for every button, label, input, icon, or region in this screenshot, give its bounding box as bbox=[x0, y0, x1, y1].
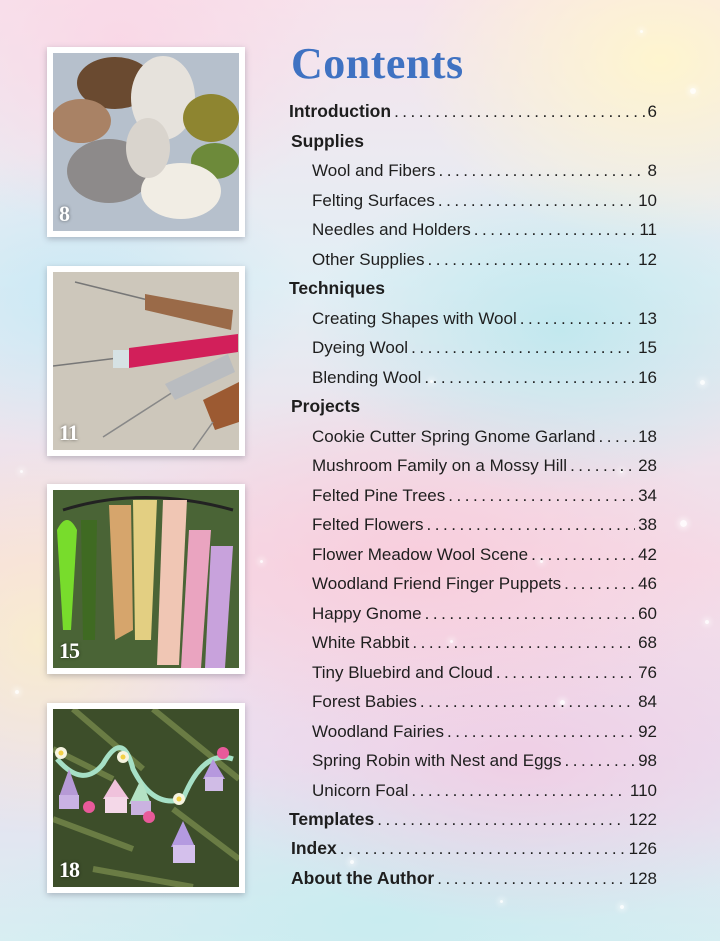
toc-entry-page: 8 bbox=[647, 161, 657, 180]
photo-wool-fibers bbox=[47, 47, 245, 237]
toc-entry-label: Mushroom Family on a Mossy Hill bbox=[312, 456, 568, 475]
toc-entry[interactable] bbox=[312, 422, 657, 451]
toc-entry-label: Index bbox=[291, 838, 337, 858]
toc-entry-page: 76 bbox=[638, 663, 657, 682]
felting-needles-image bbox=[53, 272, 239, 450]
toc-entry-label: Blending Wool bbox=[312, 368, 422, 387]
toc-entry-label: Wool and Fibers bbox=[312, 161, 436, 180]
toc-entry-page: 68 bbox=[638, 633, 657, 652]
toc-entry-label: Felting Surfaces bbox=[312, 191, 435, 210]
toc-entry-label: Felted Flowers bbox=[312, 515, 424, 534]
toc-entry[interactable] bbox=[312, 510, 657, 539]
toc-entry-index[interactable] bbox=[291, 834, 657, 863]
toc-entry-page: 6 bbox=[647, 102, 657, 121]
toc-entry[interactable] bbox=[312, 599, 657, 628]
dot-leader bbox=[448, 481, 635, 510]
toc-entry[interactable] bbox=[312, 245, 657, 274]
dot-leader bbox=[427, 245, 635, 274]
toc-entry-label: Happy Gnome bbox=[312, 604, 422, 623]
section-heading-projects: Projects bbox=[291, 396, 361, 416]
wool-fibers-image bbox=[53, 53, 239, 231]
toc-entry-introduction[interactable] bbox=[289, 97, 657, 126]
toc-entry-page: 38 bbox=[638, 515, 657, 534]
photo-felting-needles bbox=[47, 266, 245, 456]
dot-leader bbox=[411, 333, 635, 362]
photo-page-number: 11 bbox=[59, 420, 78, 445]
dot-leader bbox=[564, 746, 635, 775]
section-heading-techniques: Techniques bbox=[289, 278, 385, 298]
toc-entry[interactable] bbox=[312, 451, 657, 480]
toc-entry[interactable] bbox=[312, 746, 657, 775]
toc-entry-label: Templates bbox=[289, 809, 375, 829]
toc-entry-page: 34 bbox=[638, 486, 657, 505]
toc-entry-label: Creating Shapes with Wool bbox=[312, 309, 517, 328]
toc-entry-label: Flower Meadow Wool Scene bbox=[312, 545, 529, 564]
toc-entry-page: 60 bbox=[638, 604, 657, 623]
photo-page-number: 15 bbox=[59, 638, 79, 663]
toc-entry-page: 42 bbox=[638, 545, 657, 564]
toc-entry-page: 18 bbox=[638, 427, 657, 446]
photo-page-number: 18 bbox=[59, 857, 79, 882]
toc-entry-page: 16 bbox=[638, 368, 657, 387]
toc-entry-page: 98 bbox=[638, 751, 657, 770]
dot-leader bbox=[496, 658, 635, 687]
toc-entry-page: 11 bbox=[639, 220, 657, 239]
photo-gnome-garland bbox=[47, 703, 245, 893]
toc-entry[interactable] bbox=[312, 304, 657, 333]
toc-entry[interactable] bbox=[312, 363, 657, 392]
toc-entry[interactable] bbox=[312, 628, 657, 657]
toc-entry[interactable] bbox=[312, 333, 657, 362]
toc-entry-page: 13 bbox=[638, 309, 657, 328]
toc-entry-page: 12 bbox=[638, 250, 657, 269]
page-title: Contents bbox=[291, 39, 464, 88]
toc-entry-label: Spring Robin with Nest and Eggs bbox=[312, 751, 562, 770]
dot-leader bbox=[570, 451, 635, 480]
toc-entry-label: Cookie Cutter Spring Gnome Garland bbox=[312, 427, 596, 446]
toc-entry-label: About the Author bbox=[291, 868, 435, 888]
toc-entry-label: Dyeing Wool bbox=[312, 338, 409, 357]
dot-leader bbox=[447, 717, 635, 746]
toc-entry[interactable] bbox=[312, 186, 657, 215]
toc-entry-page: 84 bbox=[638, 692, 657, 711]
dot-leader bbox=[474, 215, 637, 244]
toc-entry-label: Forest Babies bbox=[312, 692, 417, 711]
dot-leader bbox=[564, 569, 635, 598]
toc-entry-page: 46 bbox=[638, 574, 657, 593]
toc-entry[interactable] bbox=[312, 156, 657, 185]
toc-entry-page: 15 bbox=[638, 338, 657, 357]
dot-leader bbox=[377, 805, 625, 834]
photo-page-number: 8 bbox=[59, 201, 69, 226]
toc-entry-label: Introduction bbox=[289, 101, 392, 121]
toc-entry-label: Woodland Friend Finger Puppets bbox=[312, 574, 562, 593]
toc-entry-label: Tiny Bluebird and Cloud bbox=[312, 663, 493, 682]
toc-entry-label: Woodland Fairies bbox=[312, 722, 444, 741]
toc-entry[interactable] bbox=[312, 481, 657, 510]
toc-entry-label: Felted Pine Trees bbox=[312, 486, 446, 505]
toc-entry[interactable] bbox=[312, 687, 657, 716]
toc-entry-label: White Rabbit bbox=[312, 633, 410, 652]
dot-leader bbox=[426, 510, 635, 539]
photo-dyed-wool bbox=[47, 484, 245, 674]
dot-leader bbox=[531, 540, 635, 569]
toc-entry[interactable] bbox=[312, 717, 657, 746]
dot-leader bbox=[394, 97, 644, 126]
dot-leader bbox=[438, 156, 644, 185]
toc-entry-page: 110 bbox=[629, 781, 657, 800]
dot-leader bbox=[340, 834, 626, 863]
dot-leader bbox=[437, 864, 625, 893]
toc-entry-page: 128 bbox=[628, 869, 657, 888]
dot-leader bbox=[424, 363, 635, 392]
toc-entry-page: 122 bbox=[628, 810, 657, 829]
toc-entry-page: 28 bbox=[638, 456, 657, 475]
toc-entry[interactable] bbox=[312, 569, 657, 598]
gnome-garland-image bbox=[53, 709, 239, 887]
dot-leader bbox=[520, 304, 635, 333]
toc-entry[interactable] bbox=[312, 540, 657, 569]
dot-leader bbox=[598, 422, 635, 451]
toc-entry-about-the-author[interactable] bbox=[291, 864, 657, 893]
dot-leader bbox=[438, 186, 635, 215]
section-heading-supplies: Supplies bbox=[291, 131, 364, 151]
dot-leader bbox=[425, 599, 635, 628]
dot-leader bbox=[411, 776, 627, 805]
toc-entry-templates[interactable] bbox=[289, 805, 657, 834]
toc-entry[interactable] bbox=[312, 776, 657, 805]
dot-leader bbox=[412, 628, 635, 657]
toc-entry-page: 10 bbox=[638, 191, 657, 210]
toc-entry[interactable] bbox=[312, 658, 657, 687]
toc-entry-page: 92 bbox=[638, 722, 657, 741]
toc-entry-label: Other Supplies bbox=[312, 250, 425, 269]
toc-entry[interactable] bbox=[312, 215, 657, 244]
toc-entry-label: Unicorn Foal bbox=[312, 781, 409, 800]
toc-entry-page: 126 bbox=[628, 839, 657, 858]
toc-entry-label: Needles and Holders bbox=[312, 220, 471, 239]
dyed-wool-image bbox=[53, 490, 239, 668]
dot-leader bbox=[420, 687, 635, 716]
